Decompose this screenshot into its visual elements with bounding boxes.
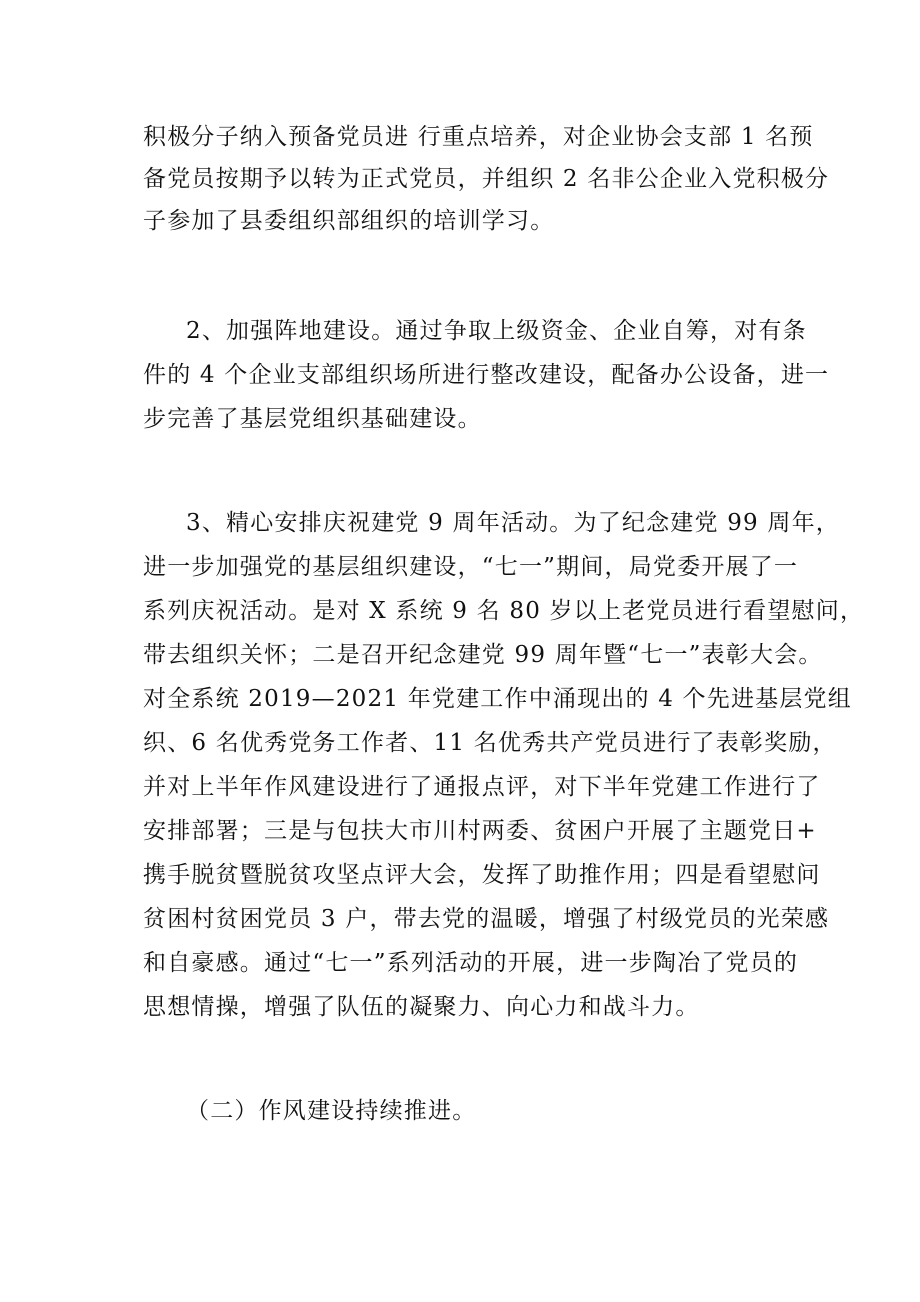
text-line: 子参加了县委组织部组织的培训学习。 <box>143 208 555 234</box>
text-line: 对全系统 2019—2021 年党建工作中涌现出的 4 个先进基层党组 <box>143 686 852 712</box>
text-line: 织、6 名优秀党务工作者、11 名优秀共产党员进行了表彰奖励， <box>143 730 837 756</box>
section-heading: （二）作风建设持续推进。 <box>186 1098 477 1124</box>
text-line: 贫困村贫困党员 3 户，带去党的温暖，增强了村级党员的光荣感 <box>143 906 830 932</box>
text-line: 安排部署；三是与包扶大市川村两委、贫困户开展了主题党日+ <box>143 818 817 844</box>
text-line: 携手脱贫暨脱贫攻坚点评大会，发挥了助推作用；四是看望慰问 <box>143 862 821 888</box>
text-line: 系列庆祝活动。是对 X 系统 9 名 80 岁以上老党员进行看望慰问， <box>143 598 865 624</box>
text-line: 带去组织关怀；二是召开纪念建党 99 周年暨“七一”表彰大会。 <box>143 642 823 668</box>
text-line: 件的 4 个企业支部组织场所进行整改建设，配备办公设备，进一 <box>143 362 830 388</box>
text-line: 和自豪感。通过“七一”系列活动的开展，进一步陶冶了党员的 <box>143 950 799 976</box>
text-line: 思想情操，增强了队伍的凝聚力、向心力和战斗力。 <box>143 994 700 1020</box>
text-line: 并对上半年作风建设进行了通报点评，对下半年党建工作进行了 <box>143 774 821 800</box>
text-line: 积极分子纳入预备党员进 行重点培养，对企业协会支部 1 名预 <box>143 124 814 150</box>
text-line: 3、精心安排庆祝建党 9 周年活动。为了纪念建党 99 周年， <box>186 510 840 536</box>
text-line: 进一步加强党的基层组织建设，“七一”期间，局党委开展了一 <box>143 554 799 580</box>
text-line: 备党员按期予以转为正式党员，并组织 2 名非公企业入党积极分 <box>143 166 830 192</box>
text-line: 步完善了基层党组织基础建设。 <box>143 406 482 432</box>
text-line: 2、加强阵地建设。通过争取上级资金、企业自筹，对有条 <box>186 318 807 344</box>
